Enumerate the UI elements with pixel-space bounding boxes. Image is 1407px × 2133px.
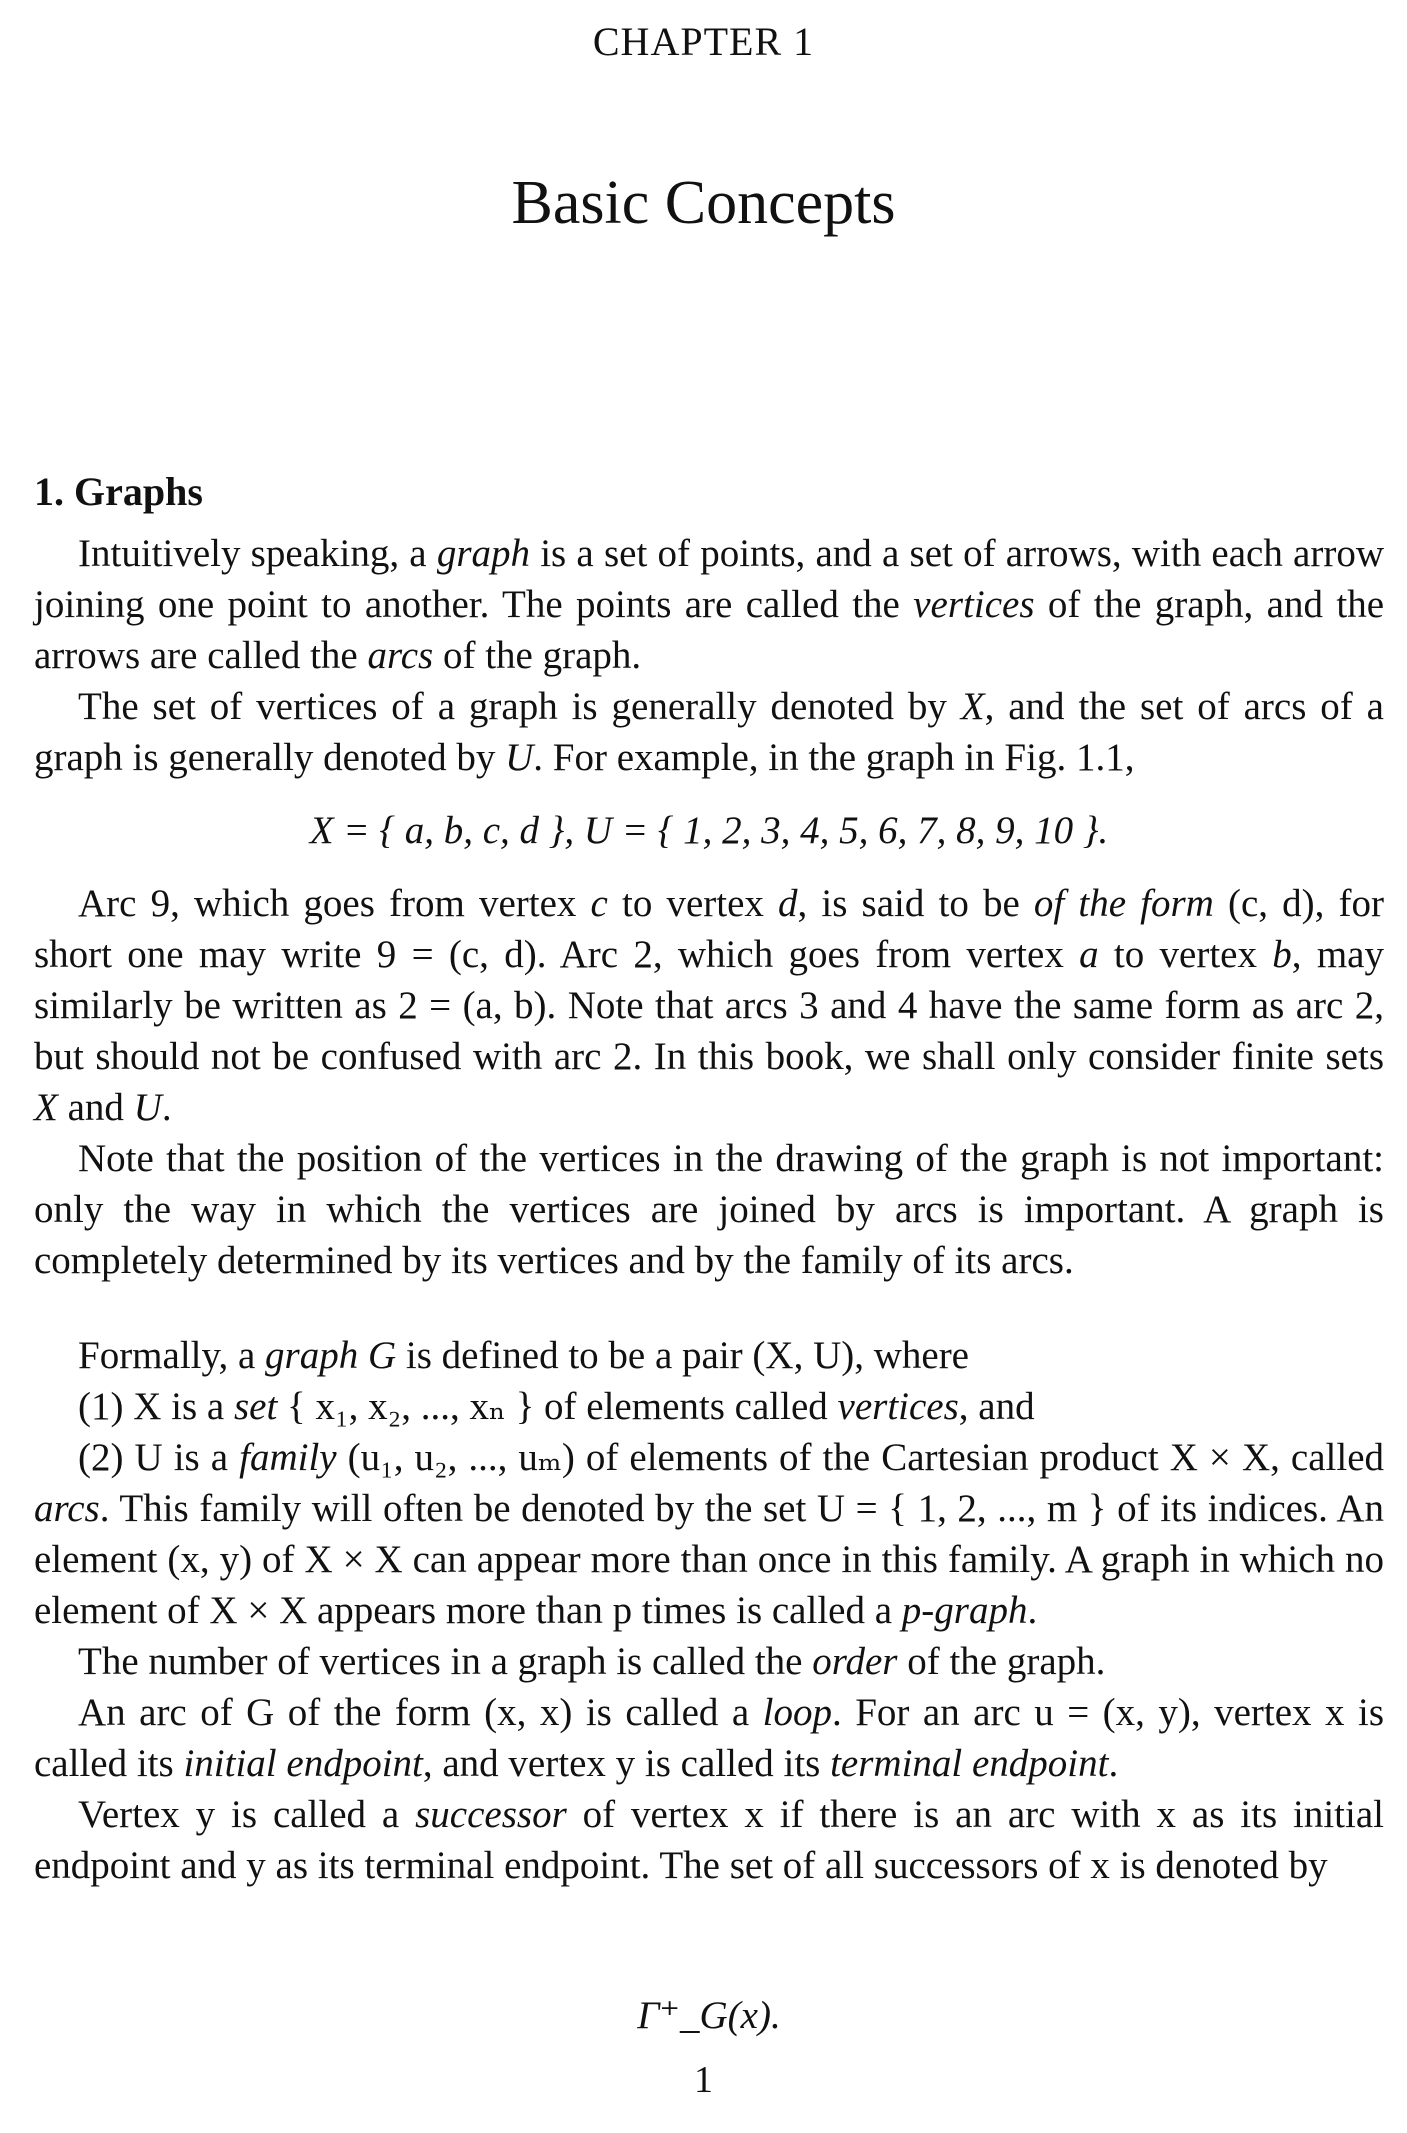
paragraph-6: The number of vertices in a graph is called the order of the graph. — [78, 1640, 1106, 1683]
paragraph-5: Formally, a graph G is defined to be a pair (X, U), where — [78, 1334, 969, 1377]
page-number: 1 — [694, 2059, 713, 2101]
definition-item-2: (2) U is a family (u₁, u₂, ..., uₘ) of elements of the Cartesian product X × X, called arcs. This family will often be denoted by the set U = { 1, 2, ..., m } of its indices. An element (x, y) of X × X can appear more than once in this family. A graph in which no element of X × X appears more than p times is called a p-graph. — [34, 1436, 1384, 1632]
definition-item-1: (1) X is a set { x₁, x₂, ..., xₙ } of elements called vertices, and — [78, 1385, 1035, 1428]
paragraph-4: Note that the position of the vertices in the drawing of the graph is not important: only the way in which the vertices are joined by arcs is important. A graph is completely determined by its vertices and by the family of its arcs. — [34, 1137, 1384, 1282]
paragraph-1: Intuitively speaking, a graph is a set of points, and a set of arrows, with each arrow joining one point to another. The points are called the vertices of the graph, and the arrows are called the arcs of the graph. — [34, 532, 1385, 677]
chapter-title: Basic Concepts — [511, 169, 896, 237]
paragraph-2: The set of vertices of a graph is generally denoted by X, and the set of arcs of a graph is generally denoted by U. For example, in the graph in Fig. 1.1, — [34, 685, 1384, 779]
paragraph-8: Vertex y is called a successor of vertex x if there is an arc with x as its initial endpoint and y as its terminal endpoint. The set of all successors of x is denoted by — [34, 1793, 1384, 1887]
paragraph-3: Arc 9, which goes from vertex c to vertex d, is said to be of the form (c, d), for short one may write 9 = (c, d). Arc 2, which goes from vertex a to vertex b, may similarly be written as 2 = (a, b). Note that arcs 3 and 4 have the same form as arc 2, but should not be confused with arc 2. In this book, we shall only consider finite sets X and U. — [34, 882, 1384, 1129]
paragraph-7: An arc of G of the form (x, x) is called a loop. For an arc u = (x, y), vertex x is called its initial endpoint, and vertex y is called its terminal endpoint. — [34, 1691, 1384, 1785]
body-block-1 — [34, 528, 1384, 1286]
equation-sets: X = { a, b, c, d }, U = { 1, 2, 3, 4, 5, 6, 7, 8, 9, 10 }. — [309, 809, 1109, 852]
chapter-label: CHAPTER 1 — [592, 19, 815, 64]
body-block-2 — [34, 1330, 1384, 1891]
section-heading: 1. Graphs — [34, 469, 203, 514]
equation-successors: Γ⁺_G(x). — [637, 1994, 781, 2037]
